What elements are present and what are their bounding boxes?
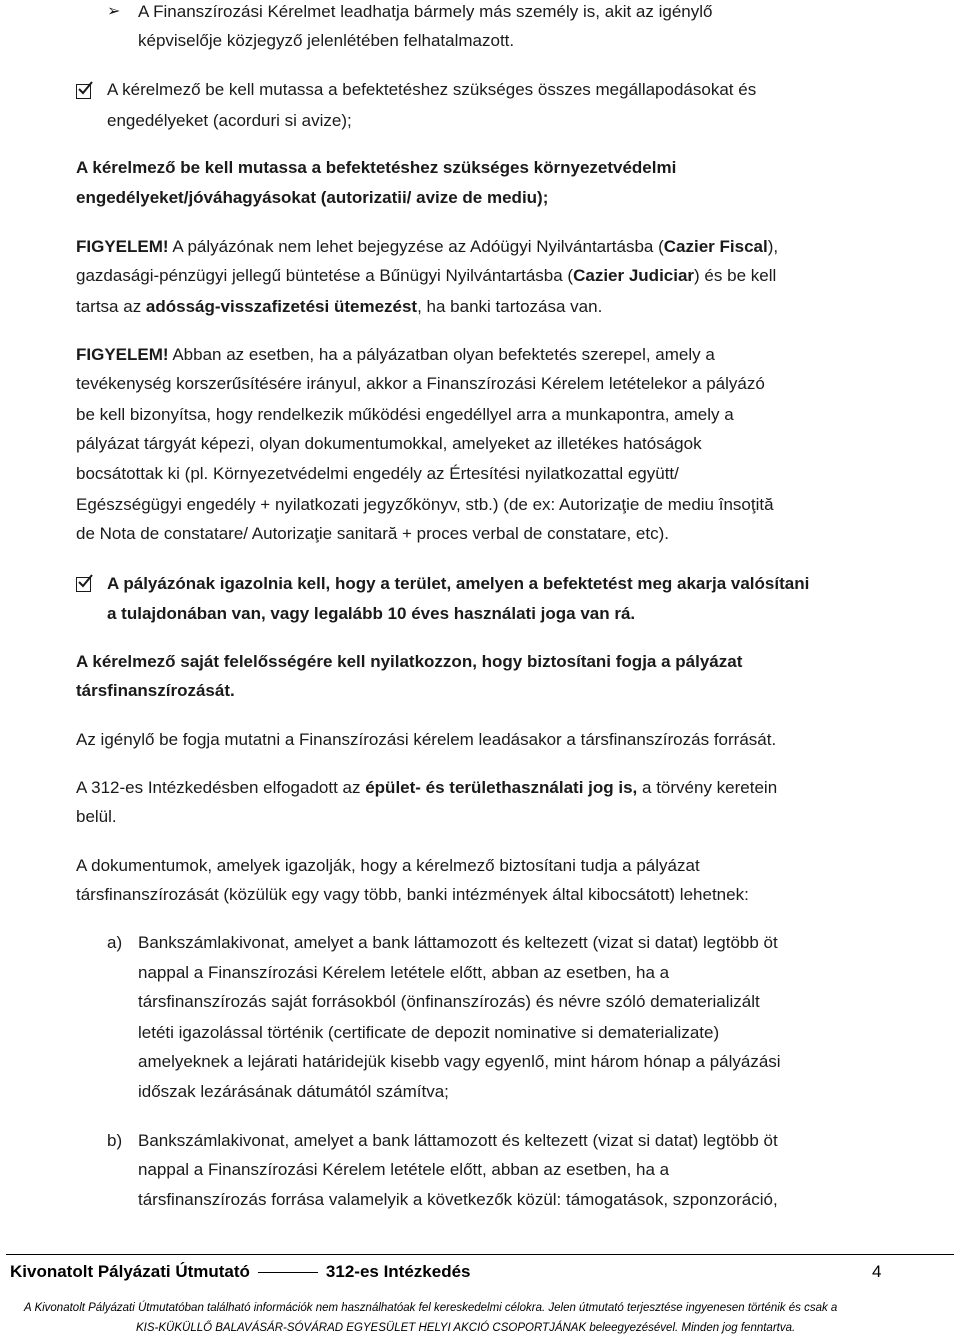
check2-line2: a tulajdonában van, vagy legalább 10 éves használati joga van rá.: [107, 604, 636, 623]
warning2-line4: pályázat tárgyát képezi, olyan dokumentumokkal, amelyeket az illetékes hatóságok: [76, 434, 702, 453]
bullet1-line2: képviselője közjegyző jelenlétében felhatalmazott.: [138, 31, 515, 50]
footer-note-line2: KIS-KÜKÜLLŐ BALAVÁSÁR-SÓVÁRAD EGYESÜLET HELYI AKCIÓ CSOPORTJÁNAK beleegyezésével. Minden jog fenntartva.: [136, 1322, 796, 1334]
check1-line1: A kérelmező be kell mutassa a befektetéshez szükséges összes megállapodásokat és: [107, 80, 757, 99]
item-b-marker: b): [107, 1131, 123, 1150]
item-a-line6: időszak lezárásának dátumától számítva;: [138, 1082, 449, 1101]
warning2-line1: [76, 344, 715, 366]
warning1-end1: ),: [767, 237, 779, 256]
item-a-line3: társfinanszírozás saját forrásokból (önfinanszírozás) és névre szóló dematerializált: [138, 992, 760, 1011]
env-line1: A kérelmező be kell mutassa a befektetéshez szükséges környezetvédelmi: [76, 158, 677, 177]
env-line2: engedélyeket/jóváhagyásokat (autorizatii/ avize de mediu);: [76, 188, 549, 207]
item-a-line1: Bankszámlakivonat, amelyet a bank láttamozott és keltezett (vizat si datat) legtöbb öt: [138, 933, 778, 952]
item-a-line4: letéti igazolással történik (certificate de depozit nominative si dematerializate): [138, 1023, 720, 1042]
footer-title-left: Kivonatolt Pályázati Útmutató: [10, 1262, 250, 1281]
footer-title: [10, 1262, 471, 1282]
warning1-line2: [76, 265, 776, 287]
cofin-line1: A kérelmező saját felelősségére kell nyilatkozzon, hogy biztosítani fogja a pályázat: [76, 652, 743, 671]
warning1-text1: A pályázónak nem lehet bejegyzése az Adóügyi Nyilvántartásba (: [168, 237, 664, 256]
warning2-text1: Abban az esetben, ha a pályázatban olyan befektetés szerepel, amely a: [168, 345, 715, 364]
warning1-end3: , ha banki tartozása van.: [417, 297, 603, 316]
measure-line1: [76, 777, 777, 799]
item-a-line2: nappal a Finanszírozási Kérelem letétele előtt, abban az esetben, ha a: [138, 963, 670, 982]
warning2-line7: de Nota de constatare/ Autorizaţie sanitară + proces verbal de constatare, etc).: [76, 524, 669, 543]
debt-schedule: adósság-visszafizetési ütemezést: [145, 297, 418, 316]
item-a-line5: amelyeknek a lejárati határidejük kisebb vagy egyenlő, mint három hónap a pályázási: [138, 1052, 781, 1071]
item-b-line3: társfinanszírozás forrása valamelyik a következők közül: támogatások, szponzoráció,: [138, 1190, 778, 1209]
usage-right: épület- és területhasználati jog is,: [365, 778, 638, 797]
check1-line2: engedélyeket (acorduri si avize);: [107, 111, 352, 130]
warning2-line2: tevékenység korszerűsítésére irányul, akkor a Finanszírozási Kérelem letételekor a pályázó: [76, 374, 765, 393]
footer-title-right: 312-es Intézkedés: [325, 1262, 471, 1281]
warning2-line6: Egészségügyi engedély + nyilatkozati jegyzőkönyv, stb.) (de ex: Autorizaţie de mediu însoţită: [76, 495, 774, 514]
warning1-line3: [76, 296, 602, 318]
warning1-end2: ) és be kell: [694, 266, 777, 285]
warning1-line1: [76, 236, 778, 258]
footer-divider: [6, 1254, 954, 1255]
footer-note-line1: A Kivonatolt Pályázati Útmutatóban található információk nem használhatóak fel kereskedelmi célokra. Jelen útmutató terjesztése ingyenesen történik és csak a: [24, 1302, 838, 1314]
item-b-line2: nappal a Finanszírozási Kérelem letétele előtt, abban az esetben, ha a: [138, 1160, 670, 1179]
item-b-line1: Bankszámlakivonat, amelyet a bank láttamozott és keltezett (vizat si datat) legtöbb öt: [138, 1131, 778, 1150]
measure-end1: a törvény keretein: [637, 778, 778, 797]
docs-line2: társfinanszírozását (közülük egy vagy több, banki intézmények által kibocsátott) lehetnek:: [76, 885, 749, 904]
warning2-line5: bocsátottak ki (pl. Környezetvédelmi engedély az Értesítési nyilatkozattal együtt/: [76, 464, 679, 483]
measure-text1: A 312-es Intézkedésben elfogadott az: [76, 778, 366, 797]
bullet1-line1: A Finanszírozási Kérelmet leadhatja bármely más személy is, akit az igénylő: [138, 2, 713, 21]
item-a-marker: a): [107, 933, 123, 952]
warning2-label: FIGYELEM!: [76, 345, 169, 364]
source-line: Az igénylő be fogja mutatni a Finanszírozási kérelem leadásakor a társfinanszírozás forrását.: [76, 730, 777, 749]
checkbox-check-icon: [76, 84, 91, 99]
arrow-bullet-icon: ➢: [107, 3, 121, 20]
cazier-fiscal: Cazier Fiscal: [663, 237, 768, 256]
warning1-label: FIGYELEM!: [76, 237, 169, 256]
measure-line2: belül.: [76, 807, 117, 826]
cazier-judiciar: Cazier Judiciar: [573, 266, 695, 285]
warning1-text3: tartsa az: [76, 297, 146, 316]
check2-line1: A pályázónak igazolnia kell, hogy a terület, amelyen a befektetést meg akarja valósítani: [107, 574, 810, 593]
footer-dash: [258, 1272, 318, 1273]
cofin-line2: társfinanszírozását.: [76, 681, 235, 700]
checkbox-check-icon: [76, 577, 91, 592]
page-number: 4: [872, 1262, 882, 1281]
warning1-text2: gazdasági-pénzügyi jellegű büntetése a Bűnügyi Nyilvántartásba (: [76, 266, 574, 285]
warning2-line3: be kell bizonyítsa, hogy rendelkezik működési engedéllyel arra a munkapontra, amely a: [76, 405, 734, 424]
docs-line1: A dokumentumok, amelyek igazolják, hogy a kérelmező biztosítani tudja a pályázat: [76, 856, 700, 875]
